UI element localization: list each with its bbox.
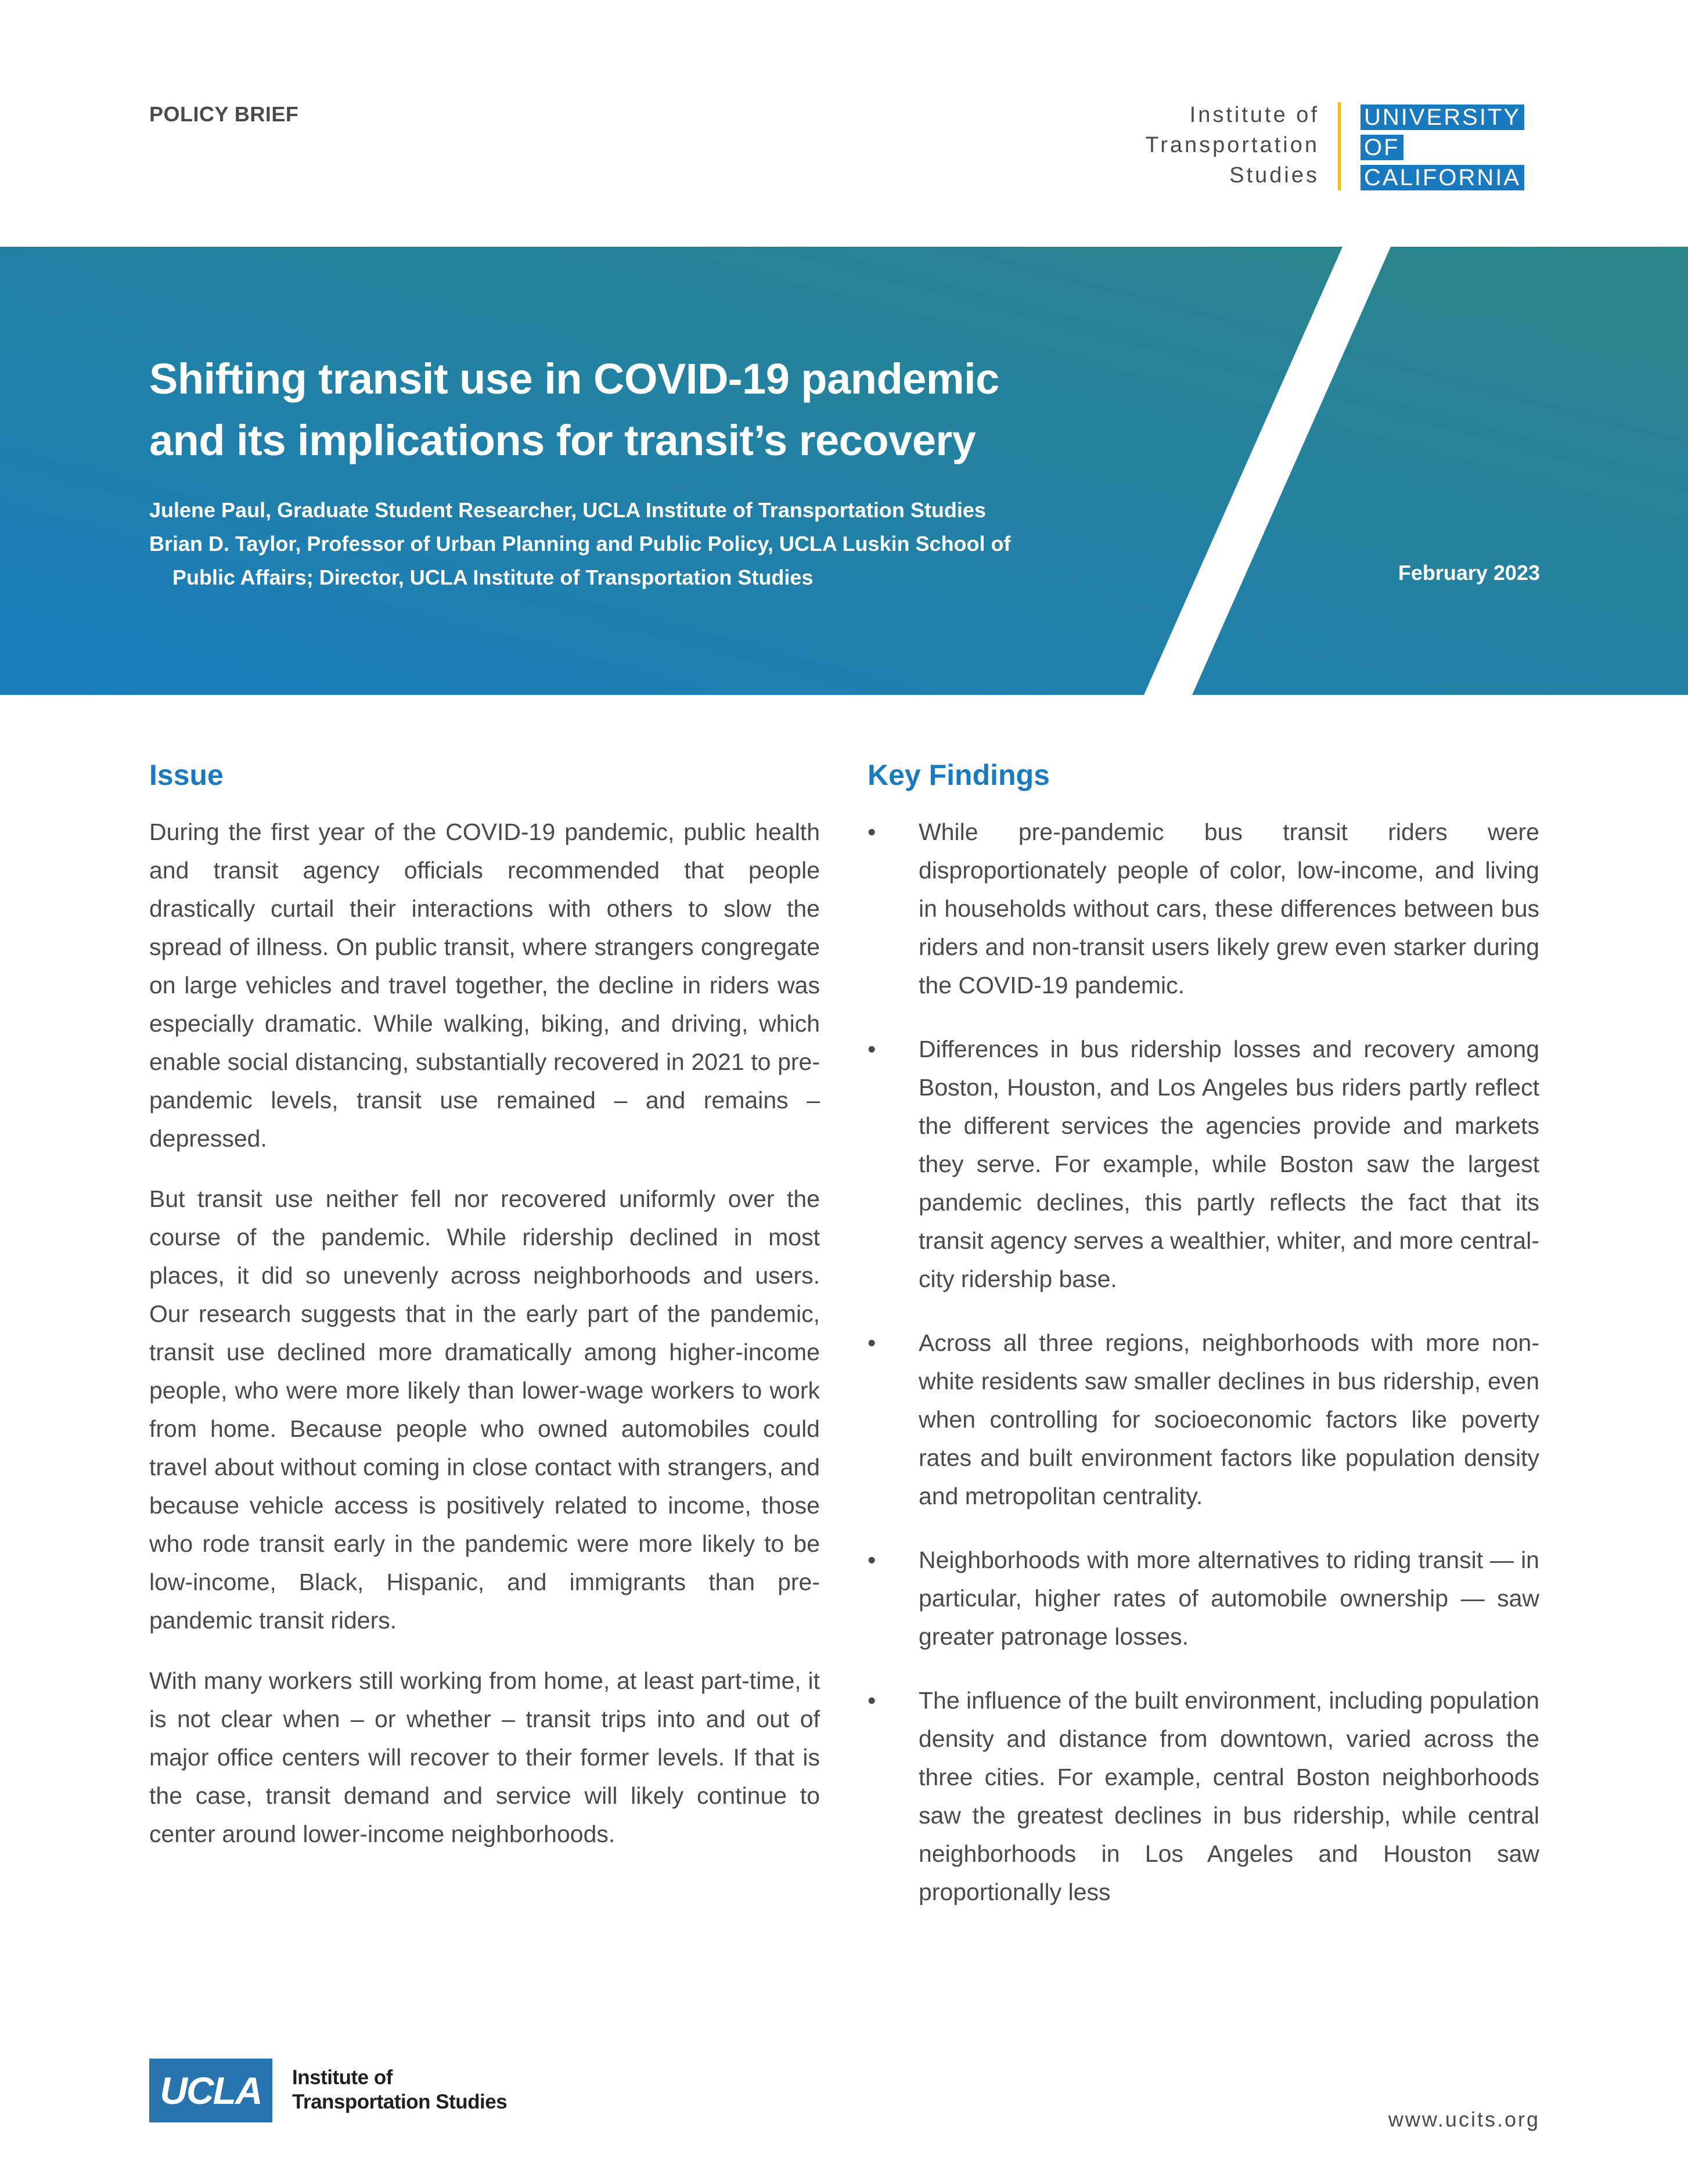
- its-logo-line: Transportation: [1145, 133, 1319, 157]
- finding-item: [868, 813, 1539, 1004]
- bullet-icon: •: [868, 1547, 876, 1573]
- ucla-its-line: Institute of: [292, 2066, 393, 2089]
- key-findings-heading: Key Findings: [868, 759, 1050, 791]
- finding-item: [868, 1541, 1539, 1656]
- finding-item: [868, 1030, 1539, 1298]
- title-line: Shifting transit use in COVID-19 pandemic: [149, 355, 999, 403]
- ucla-its-line: Transportation Studies: [292, 2091, 508, 2113]
- issue-section: [149, 755, 820, 1875]
- policy-brief-label: POLICY BRIEF: [149, 102, 299, 126]
- issue-paragraph: During the first year of the COVID-19 pandemic, public health and transit agency officials recommended that people drastically curtail their interactions with others to slow the spread of illness. On public transit, where strangers congregate on large vehicles and travel together, the decline in riders was especially dramatic. While walking, biking, and driving, which enable social distancing, substantially recovered in 2021 to pre-pandemic levels, transit use remained – and remains – depressed.: [149, 819, 820, 1152]
- bullet-icon: •: [868, 1329, 876, 1356]
- logo-divider: [1338, 102, 1341, 190]
- finding-item: [868, 1324, 1539, 1515]
- its-logo-line: Institute of: [1189, 103, 1319, 127]
- ucla-logo: UCLA: [149, 2059, 272, 2122]
- issue-heading: Issue: [149, 759, 224, 791]
- finding-text: While pre-pandemic bus transit riders were disproportionately people of color, low-income, and living in households without cars, these differences between bus riders and non-transit users likely grew even starker during the COVID-19 pandemic.: [919, 819, 1539, 999]
- website-url[interactable]: www.ucits.org: [1388, 2107, 1540, 2131]
- uc-logo-line: UNIVERSITY: [1361, 104, 1524, 130]
- uc-logo-line: CALIFORNIA: [1361, 165, 1524, 190]
- its-logo-line: Studies: [1229, 163, 1319, 188]
- finding-text: Across all three regions, neighborhoods with more non-white residents saw smaller declines in bus ridership, even when controlling for socioeconomic factors like poverty rates and built environment factors like population density and metropolitan centrality.: [919, 1329, 1539, 1509]
- finding-text: The influence of the built environment, including population density and distance from downtown, varied across the three cities. For example, central Boston neighborhoods saw the greatest declines in bus ridership, while central neighborhoods in Los Angeles and Houston saw proportionally less: [919, 1687, 1539, 1905]
- document-title: [149, 348, 1078, 471]
- finding-text: Differences in bus ridership losses and recovery among Boston, Houston, and Los Angeles bus riders partly reflect the different services the agencies provide and markets they serve. For example, while Boston saw the largest pandemic declines, this partly reflects the fact that its transit agency serves a wealthier, whiter, and more central-city ridership base.: [919, 1036, 1539, 1292]
- title-line: and its implications for transit’s recovery: [149, 416, 976, 464]
- authors-block: [149, 493, 1136, 594]
- issue-paragraph: But transit use neither fell nor recovered uniformly over the course of the pandemic. While ridership declined in most places, it did so unevenly across neighborhoods and users. Our research suggests that in the early part of the pandemic, transit use declined more dramatically among higher-income people, who were more likely than lower-wage workers to work from home. Because people who owned automobiles could travel about without coming in close contact with strangers, and because vehicle access is positively related to income, those who rode transit early in the pandemic were more likely to be low-income, Black, Hispanic, and immigrants than pre-pandemic transit riders.: [149, 1185, 820, 1634]
- uc-logo-line: OF: [1361, 135, 1403, 160]
- finding-item: [868, 1681, 1539, 1911]
- ucla-its-wordmark: [292, 2066, 507, 2114]
- publication-date: February 2023: [1398, 561, 1540, 585]
- uc-logo: [1361, 104, 1524, 195]
- finding-text: Neighborhoods with more alternatives to riding transit — in particular, higher rates of automobile ownership — saw greater patronage losses.: [919, 1547, 1539, 1650]
- bullet-icon: •: [868, 1687, 876, 1714]
- bullet-icon: •: [868, 819, 876, 845]
- its-logo: [1080, 100, 1319, 190]
- author-line: Brian D. Taylor, Professor of Urban Planning and Public Policy, UCLA Luskin School of: [149, 532, 1011, 556]
- key-findings-section: [868, 755, 1539, 1937]
- bullet-icon: •: [868, 1036, 876, 1062]
- issue-paragraph: With many workers still working from home, at least part-time, it is not clear when – or whether – transit trips into and out of major office centers will recover to their former levels. If that is the case, transit demand and service will likely continue to center around lower-income neighborhoods.: [149, 1667, 820, 1847]
- author-line: Julene Paul, Graduate Student Researcher, UCLA Institute of Transportation Studies: [149, 498, 986, 522]
- author-line: Public Affairs; Director, UCLA Institute of Transportation Studies: [172, 565, 814, 589]
